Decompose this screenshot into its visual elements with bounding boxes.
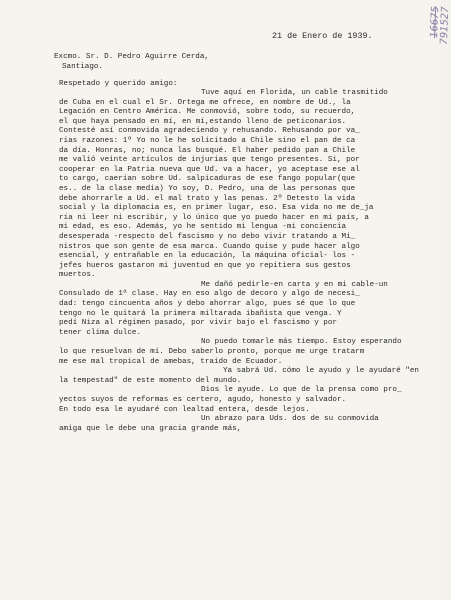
archive-code-top: 16675 (428, 5, 441, 39)
body-line: esencial, y entrañable en la educación, la máquina oficial- los - (59, 252, 356, 261)
body-line: to cargo, caerían sobre Ud. salpicaduras de ese fango popular(que (59, 175, 356, 184)
archive-code (430, 6, 451, 45)
body-line: es.. de la clase media) Yo soy, D. Pedro, una de las personas que (59, 184, 356, 193)
body-line: debe ahorrarle a Ud. el mal trato y las penas. 2º Detesto la vida (59, 194, 356, 203)
body-line: tengo no le quitará la primera miltarada ibañista que venga. Y (59, 309, 342, 318)
letter-date: 21 de Enero de 1939. (272, 31, 373, 41)
body-line: tener clima dulce. (59, 328, 142, 337)
body-line: pedí Niza al régimen pasado, por vivir bajo el fascismo y por (59, 319, 337, 328)
letter-body (59, 89, 419, 434)
body-line: yectos suyos de reformas es certero, agudo, honesto y salvador. (59, 396, 347, 404)
body-line: muertos. (59, 271, 96, 280)
body-line: Contesté así conmovida agradeciendo y rehusando. Rehusando por va_ (59, 127, 360, 136)
archive-code-bottom: 791527 (438, 6, 451, 45)
body-line: Dios le ayude. Lo que de la prensa como pro_ (201, 386, 402, 395)
body-line: me ese mal tropical de amebas, traído de Ecuador. (59, 357, 283, 366)
body-line: me valió veinte artículos de injurias que tengo presentes. Si, por (59, 156, 360, 165)
body-line: social y la diplomacia es, en primer lugar, eso. Esa vida no me de_ja (59, 204, 374, 213)
body-line: ría ni leer ni escribir, y lo único que yo puedo hacer en mi país, a (59, 213, 369, 222)
body-line: desesperada -respecto del fascismo y no debo vivir tratando a Mi_ (59, 232, 356, 241)
body-line: rias razones: 1º Yo no le he solicitado a Chile sino el pan de ca (59, 136, 356, 145)
body-line: lo que resuelvan de mí. Debo saberlo pronto, porque me urge tratarm (59, 348, 365, 357)
body-line: cooperar en la Patria nueva que Ud. va a hacer, yo aceptase ese al (59, 165, 360, 174)
body-line: mi edad, es eso. Además, yo he sentido mi lengua -mi conciencia (59, 223, 347, 232)
body-line: Un abrazo para Uds. dos de su conmovida (201, 415, 379, 424)
addressee-block (54, 53, 209, 72)
body-line: Tuve aquí en Florida, un cable trasmitido (201, 89, 388, 97)
body-line: amiga que le debe una gracia grande más, (59, 424, 242, 433)
body-line: dad: tengo cincuenta años y debo ahorrar algo, pues sé que lo que (59, 300, 356, 309)
body-line: el que haya pensado en mí, en mí,estando lleno de peticonarios. (59, 117, 347, 126)
body-line: la tempestad" de este momento del mundo. (59, 376, 242, 385)
body-line: de Cuba en el cual el Sr. Ortega me ofrece, en nombre de Ud., la (59, 98, 351, 107)
body-line: nistros que son gente de esa marca. Cuando quise y pude hacer algo (59, 242, 360, 251)
body-line: No puedo tomarle más tiempo. Estoy esperando (201, 338, 402, 347)
body-line: Legación en Centro América. Me conmovió, sobre todo, su recuerdo, (59, 108, 356, 117)
addressee-line: Santiago. (62, 62, 104, 71)
body-line: jefes hueros gastaron mi juventud en que yo repitiera sus gestos (59, 261, 351, 270)
body-line: En todo esa le ayudaré con lealtad entera, desde lejos. (59, 405, 310, 414)
body-line: Consulado de 1ª clase. Hay en eso algo de decoro y algo de necesi_ (59, 290, 360, 299)
addressee-line: Excmo. Sr. D. Pedro Aguirre Cerda, (54, 53, 209, 61)
salutation: Respetado y querido amigo: (59, 80, 178, 88)
body-line: Me dañó pedirle-en carta y en mi cable-un (201, 280, 388, 289)
body-line: da día. Honras, no; nunca las busqué. El haber pedido pan a Chile (59, 146, 356, 155)
body-line: Ya sabrá Ud. cómo le ayudo y le ayudaré "en (223, 367, 419, 376)
